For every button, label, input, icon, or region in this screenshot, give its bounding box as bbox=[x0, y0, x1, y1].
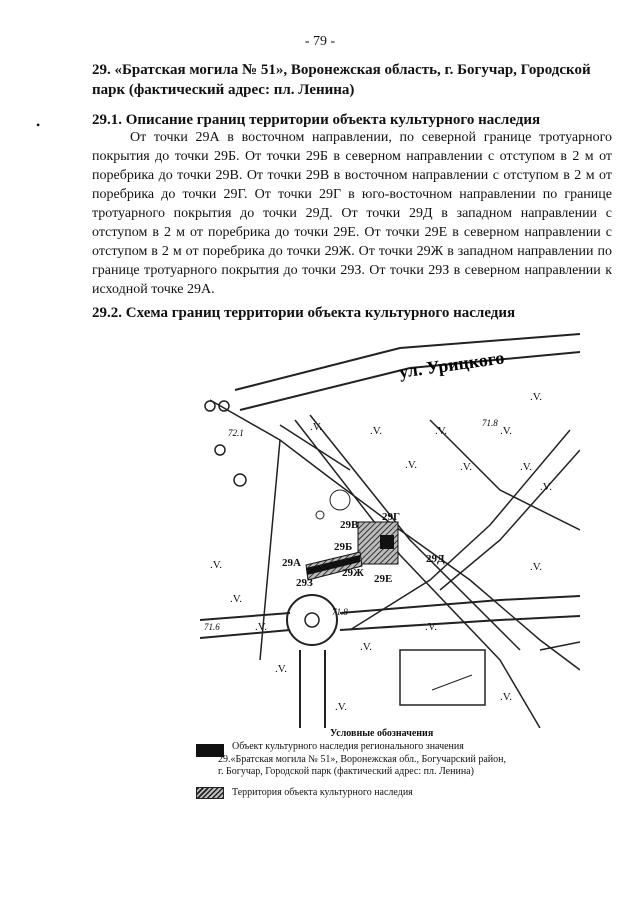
point-29E: 29Е bbox=[374, 573, 393, 585]
veg-mark: .V. bbox=[540, 481, 553, 493]
veg-mark: .V. bbox=[230, 593, 243, 605]
margin-mark: • bbox=[36, 118, 41, 132]
point-29B: 29Б bbox=[334, 541, 353, 553]
veg-mark: .V. bbox=[500, 425, 513, 437]
page-number: - 79 - bbox=[304, 34, 336, 49]
veg-mark: .V. bbox=[360, 641, 373, 653]
veg-mark: .V. bbox=[530, 391, 543, 403]
point-29Zh: 29Ж bbox=[342, 567, 364, 579]
veg-mark: .V. bbox=[405, 459, 418, 471]
point-29D: 29Д bbox=[426, 553, 445, 565]
point-29A: 29А bbox=[282, 557, 301, 569]
veg-mark: .V. bbox=[425, 621, 438, 633]
elevation-3: 71.6 bbox=[204, 622, 220, 632]
legend-object-line-2: 29.«Братская могила № 51», Воронежская обл., Богучарский район, bbox=[218, 754, 507, 765]
section-2-title: 29.2. Схема границ территории объекта культурного наследия bbox=[92, 305, 516, 321]
street-name: ул. Урицкого bbox=[397, 347, 506, 382]
point-29G: 29Г bbox=[382, 511, 400, 523]
elevation-2: 71.8 bbox=[482, 418, 498, 428]
legend-object-line-3: г. Богучар, Городской парк (фактический адрес: пл. Ленина) bbox=[218, 766, 474, 777]
elevation-1: 72.1 bbox=[228, 428, 244, 438]
veg-mark: .V. bbox=[530, 561, 543, 573]
object-heading: 29. «Братская могила № 51», Воронежская область, г. Богучар, Городской парк (фактический адрес: пл. Ленина) bbox=[92, 62, 591, 98]
point-29V: 29В bbox=[340, 519, 359, 531]
boundary-description: От точки 29А в восточном направлении, по северной границе тротуарного покрытия до точки 29Б. От точки 29Б в северном направлении с отступом в 2 м от поребрика до точки 29В. От точки 29В в восточном направлении с отступом в 2 м от поребрика до точки 29Г. От точки 29Г в юго-восточном направлении по границе тротуарного покрытия до точки 29Д. От точки 29Д в западном направлении с отступом в 2 м от поребрика до точки 29Е. От точки 29Е в северном направлении с отступом в 2 м от поребрика до точки 29Ж. От точки 29Ж в западном направлении по границе тротуарного покрытия до точки 29З. От точки 29З в северном направлении к исходной точке 29А. bbox=[92, 130, 612, 297]
veg-mark: .V. bbox=[335, 701, 348, 713]
veg-mark: .V. bbox=[275, 663, 288, 675]
veg-mark: .V. bbox=[520, 461, 533, 473]
veg-mark: .V. bbox=[500, 691, 513, 703]
veg-mark: .V. bbox=[460, 461, 473, 473]
legend-title: Условные обозначения bbox=[330, 728, 434, 739]
point-29Z: 29З bbox=[296, 577, 313, 589]
veg-mark: .V. bbox=[370, 425, 383, 437]
veg-mark: .V. bbox=[210, 559, 223, 571]
elevation-4: 71.8 bbox=[332, 607, 348, 617]
monument-object bbox=[380, 535, 394, 549]
veg-mark: .V. bbox=[310, 421, 323, 433]
legend-territory-swatch bbox=[196, 787, 224, 799]
section-1-title: 29.1. Описание границ территории объекта культурного наследия bbox=[92, 112, 541, 128]
veg-mark: .V. bbox=[255, 621, 268, 633]
veg-mark: .V. bbox=[435, 425, 448, 437]
legend-object-line-1: Объект культурного наследия регионального значения bbox=[232, 741, 464, 752]
territory-map bbox=[200, 330, 580, 728]
legend-territory-label: Территория объекта культурного наследия bbox=[232, 787, 413, 798]
